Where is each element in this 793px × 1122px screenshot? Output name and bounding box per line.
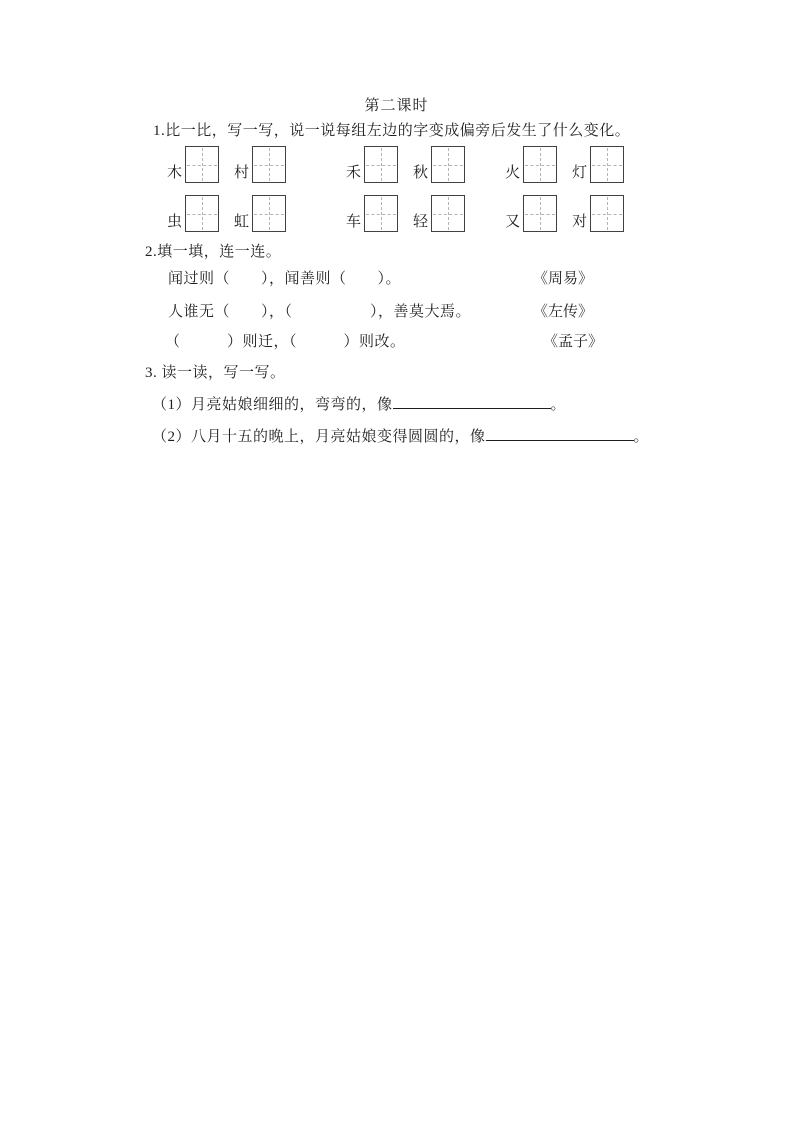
character-pair <box>413 195 465 232</box>
character-group-chong-hong <box>167 195 286 232</box>
character-pair <box>505 146 557 183</box>
character-pair <box>572 195 624 232</box>
character-group-he-qiu <box>346 146 465 183</box>
page-title: 第二课时 <box>364 98 429 114</box>
character-group-mu-cun <box>167 146 286 183</box>
source-label: 《周易》 <box>533 271 594 287</box>
sentence-suffix: 。 <box>550 397 567 413</box>
answer-blank <box>486 427 634 441</box>
sentence-item <box>152 427 649 447</box>
writing-box <box>252 146 286 183</box>
fill-line-text: （ ）则迁，（ ）则改。 <box>165 334 406 350</box>
model-character: 又 <box>505 214 521 230</box>
writing-box-row-2 <box>167 195 624 232</box>
sentence-suffix: 。 <box>633 429 650 445</box>
model-character: 虫 <box>167 214 183 230</box>
writing-box <box>590 146 624 183</box>
model-character: 村 <box>234 165 250 181</box>
sentence-prefix: （1）月亮姑娘细细的，弯弯的，像 <box>152 397 393 413</box>
model-character: 木 <box>167 165 183 181</box>
model-character: 虹 <box>234 214 250 230</box>
model-character: 车 <box>346 214 362 230</box>
character-pair <box>167 146 219 183</box>
character-pair <box>346 146 398 183</box>
character-pair <box>505 195 557 232</box>
character-group-you-dui <box>505 195 624 232</box>
character-group-che-qing <box>346 195 465 232</box>
writing-box <box>523 146 557 183</box>
model-character: 火 <box>505 165 521 181</box>
exercise2-instruction: 2.填一填，连一连。 <box>145 244 282 260</box>
writing-box <box>185 146 219 183</box>
exercise3-instruction: 3. 读一读，写一写。 <box>145 365 286 381</box>
character-pair <box>167 195 219 232</box>
sentence-item <box>152 395 566 415</box>
writing-box <box>185 195 219 232</box>
source-label: 《左传》 <box>533 304 594 320</box>
writing-box <box>252 195 286 232</box>
answer-blank <box>393 395 551 409</box>
character-group-huo-deng <box>505 146 624 183</box>
fill-line-text: 闻过则（ ），闻善则（ ）。 <box>168 271 402 287</box>
writing-box <box>431 146 465 183</box>
model-character: 禾 <box>346 165 362 181</box>
sentence-prefix: （2）八月十五的晚上，月亮姑娘变得圆圆的，像 <box>152 429 486 445</box>
writing-box-row-1 <box>167 146 624 183</box>
writing-box <box>431 195 465 232</box>
writing-box <box>364 146 398 183</box>
fill-line-text: 人谁无（ ），（ ），善莫大焉。 <box>168 304 472 320</box>
model-character: 轻 <box>413 214 429 230</box>
character-pair <box>234 146 286 183</box>
writing-box <box>523 195 557 232</box>
character-pair <box>572 146 624 183</box>
writing-box <box>364 195 398 232</box>
model-character: 对 <box>572 214 588 230</box>
writing-box <box>590 195 624 232</box>
model-character: 灯 <box>572 165 588 181</box>
character-pair <box>413 146 465 183</box>
source-label: 《孟子》 <box>543 334 604 350</box>
character-pair <box>346 195 398 232</box>
character-pair <box>234 195 286 232</box>
exercise1-instruction: 1.比一比，写一写，说一说每组左边的字变成偏旁后发生了什么变化。 <box>153 123 631 139</box>
model-character: 秋 <box>413 165 429 181</box>
